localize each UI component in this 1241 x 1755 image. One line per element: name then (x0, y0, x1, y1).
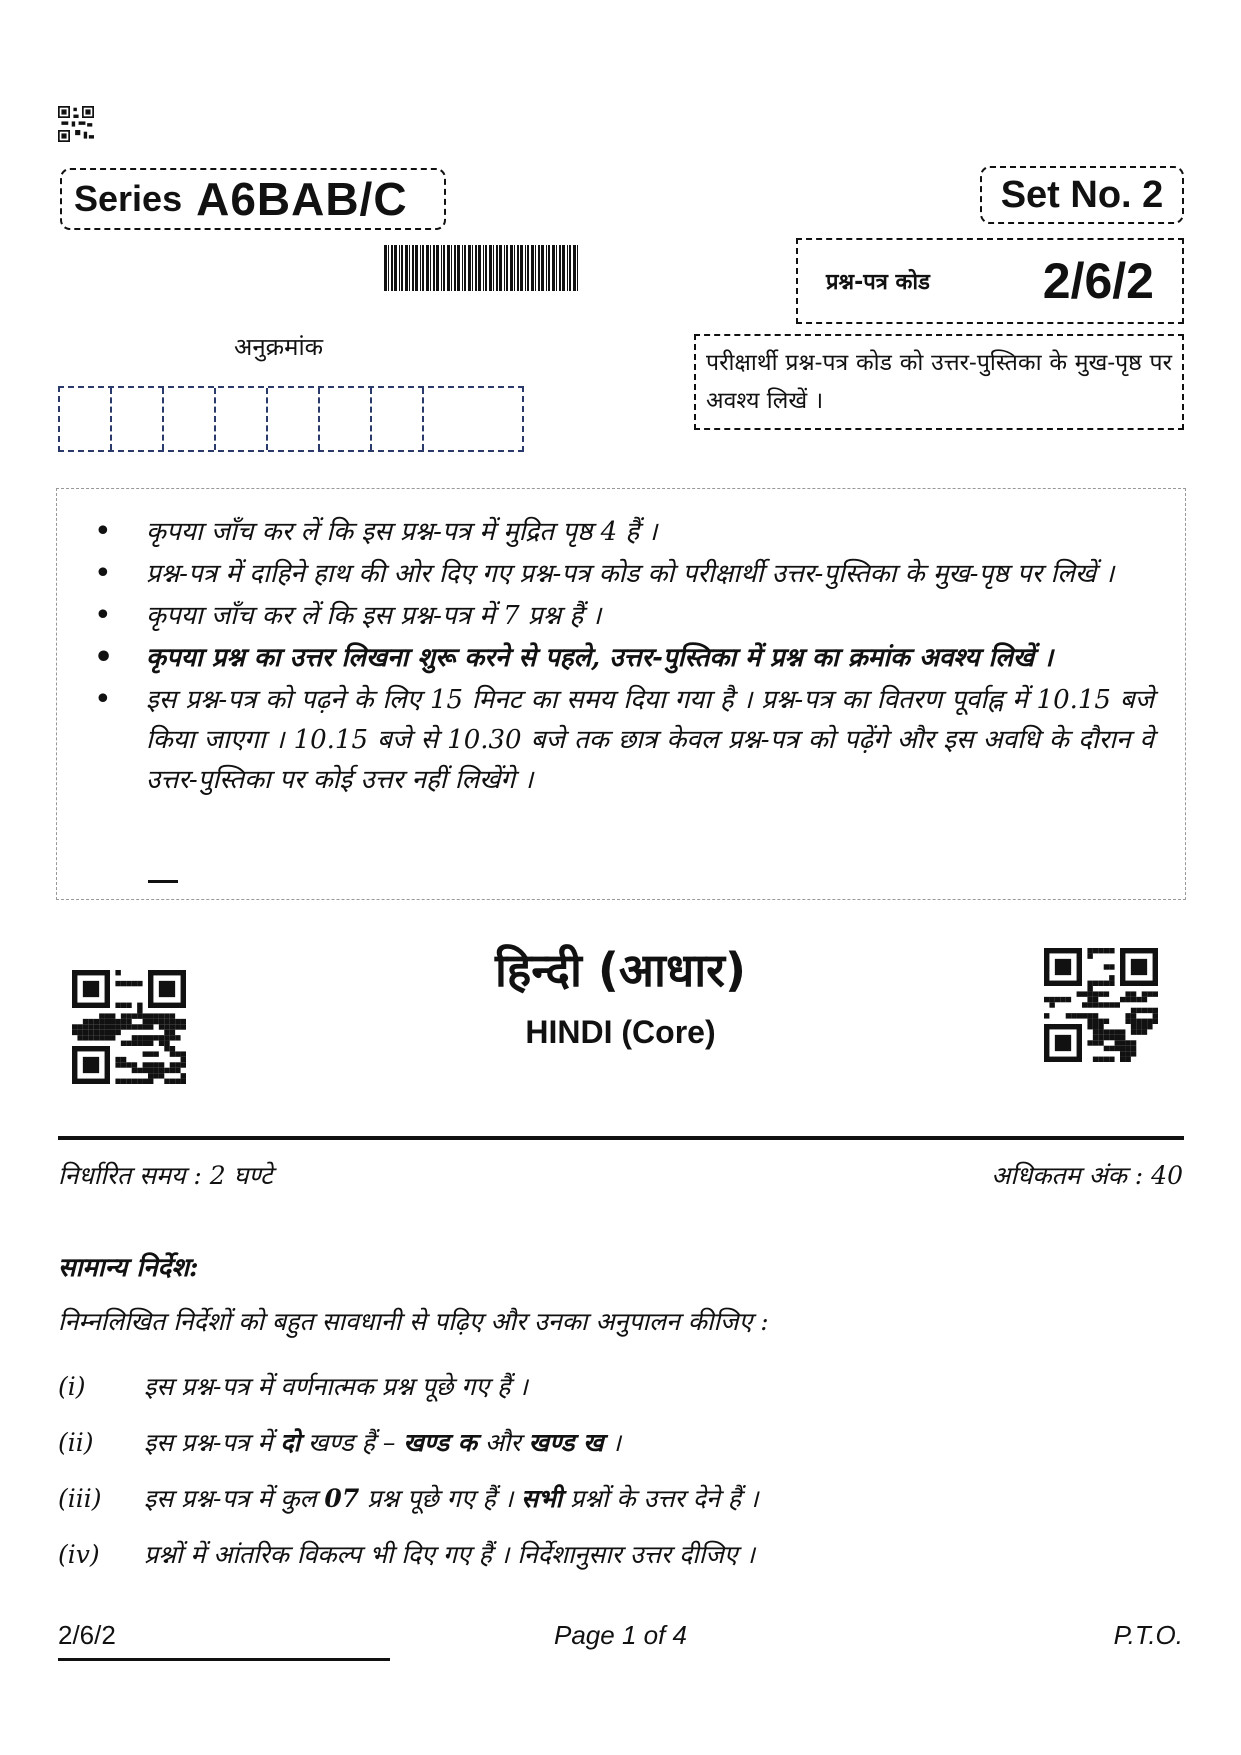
series-label: Series (74, 178, 183, 219)
instruction-item: • प्रश्न-पत्र में दाहिने हाथ की ओर दिए गए प्रश्न-पत्र कोड को परीक्षार्थी उत्तर-पुस्तिका के मुख-पृष्ठ पर लिखें । (94, 554, 1154, 594)
item-number: (iv) (58, 1539, 100, 1569)
roll-digit-separator (162, 388, 164, 450)
subject-title-english: HINDI (Core) (525, 1014, 716, 1050)
item-number: (ii) (58, 1427, 94, 1457)
paper-code-value: 2/6/2 (1042, 253, 1154, 309)
maximum-marks: अधिकतम अंक : 40 (991, 1161, 1183, 1190)
general-instructions-heading: सामान्य निर्देश: (58, 1253, 199, 1283)
qr-code-small-icon (58, 106, 94, 142)
roll-digit-separator (266, 388, 268, 450)
instruction-item: • कृपया जाँच कर लें कि इस प्रश्न-पत्र में मुद्रित पृष्ठ 4 हैं । (94, 512, 1154, 552)
general-instruction-row (58, 1526, 1178, 1582)
series-box (60, 168, 446, 230)
item-text: इस प्रश्न-पत्र में कुल 07 प्रश्न पूछे गए हैं । सभी प्रश्नों के उत्तर देने हैं । (144, 1484, 759, 1513)
instruction-item: • इस प्रश्न-पत्र को पढ़ने के लिए 15 मिनट का समय दिया गया है । प्रश्न-पत्र का वितरण पूर्वाह्न में 10.15 बजे किया जाएगा । 10.15 बजे से 10.30 बजे तक छात्र केवल प्रश्न-पत्र को पढ़ेंगे और इस अवधि के दौरान वे उत्तर-पुस्तिका पर कोई उत्तर नहीं लिखेंगे । (94, 680, 1154, 800)
general-instruction-row (58, 1414, 1178, 1470)
roll-digit-separator (370, 388, 372, 450)
item-text: इस प्रश्न-पत्र में वर्णनात्मक प्रश्न पूछे गए हैं । (144, 1372, 528, 1401)
roll-digit-separator (318, 388, 320, 450)
item-text: प्रश्नों में आंतरिक विकल्प भी दिए गए हैं । निर्देशानुसार उत्तर दीजिए । (144, 1540, 756, 1569)
instruction-item-bold: • कृपया प्रश्न का उत्तर लिखना शुरू करने से पहले, उत्तर-पुस्तिका में प्रश्न का क्रमांक अवश्य लिखें । (94, 638, 1154, 678)
item-text: इस प्रश्न-पत्र में दो खण्ड हैं – खण्ड क और खण्ड ख । (144, 1428, 621, 1457)
general-instructions-intro: निम्नलिखित निर्देशों को बहुत सावधानी से पढ़िए और उनका अनुपालन कीजिए : (58, 1307, 769, 1336)
item-number: (iii) (58, 1483, 102, 1513)
general-instructions-list (58, 1358, 1178, 1582)
instruction-underline (148, 880, 178, 883)
roll-digit-separator (214, 388, 216, 450)
please-turn-over: P.T.O. (1113, 1620, 1183, 1650)
barcode-icon (382, 245, 582, 291)
item-number: (i) (58, 1371, 86, 1401)
footer-underline (58, 1658, 390, 1661)
footer-paper-code: 2/6/2 (58, 1620, 116, 1650)
roll-number-boxes[interactable] (58, 386, 524, 452)
roll-digit-separator (110, 388, 112, 450)
roll-digit-separator (422, 388, 424, 450)
general-instruction-row (58, 1470, 1178, 1526)
set-number: Set No. 2 (980, 166, 1184, 224)
paper-code-note: परीक्षार्थी प्रश्न-पत्र कोड को उत्तर-पुस्तिका के मुख-पृष्ठ पर अवश्य लिखें । (694, 334, 1184, 430)
series-value: A6BAB/C (196, 173, 408, 225)
instruction-item: • कृपया जाँच कर लें कि इस प्रश्न-पत्र में 7 प्रश्न हैं । (94, 596, 1154, 636)
paper-code-box (796, 238, 1184, 324)
subject-title-hindi: हिन्दी (आधार) (495, 943, 746, 997)
instructions-list (94, 512, 1154, 802)
divider (58, 1136, 1184, 1140)
general-instruction-row (58, 1358, 1178, 1414)
paper-code-label: प्रश्न-पत्र कोड (826, 270, 930, 295)
time-allowed: निर्धारित समय : 2 घण्टे (58, 1161, 273, 1190)
roll-number-label: अनुक्रमांक (234, 333, 324, 361)
page-number: Page 1 of 4 (554, 1620, 687, 1650)
